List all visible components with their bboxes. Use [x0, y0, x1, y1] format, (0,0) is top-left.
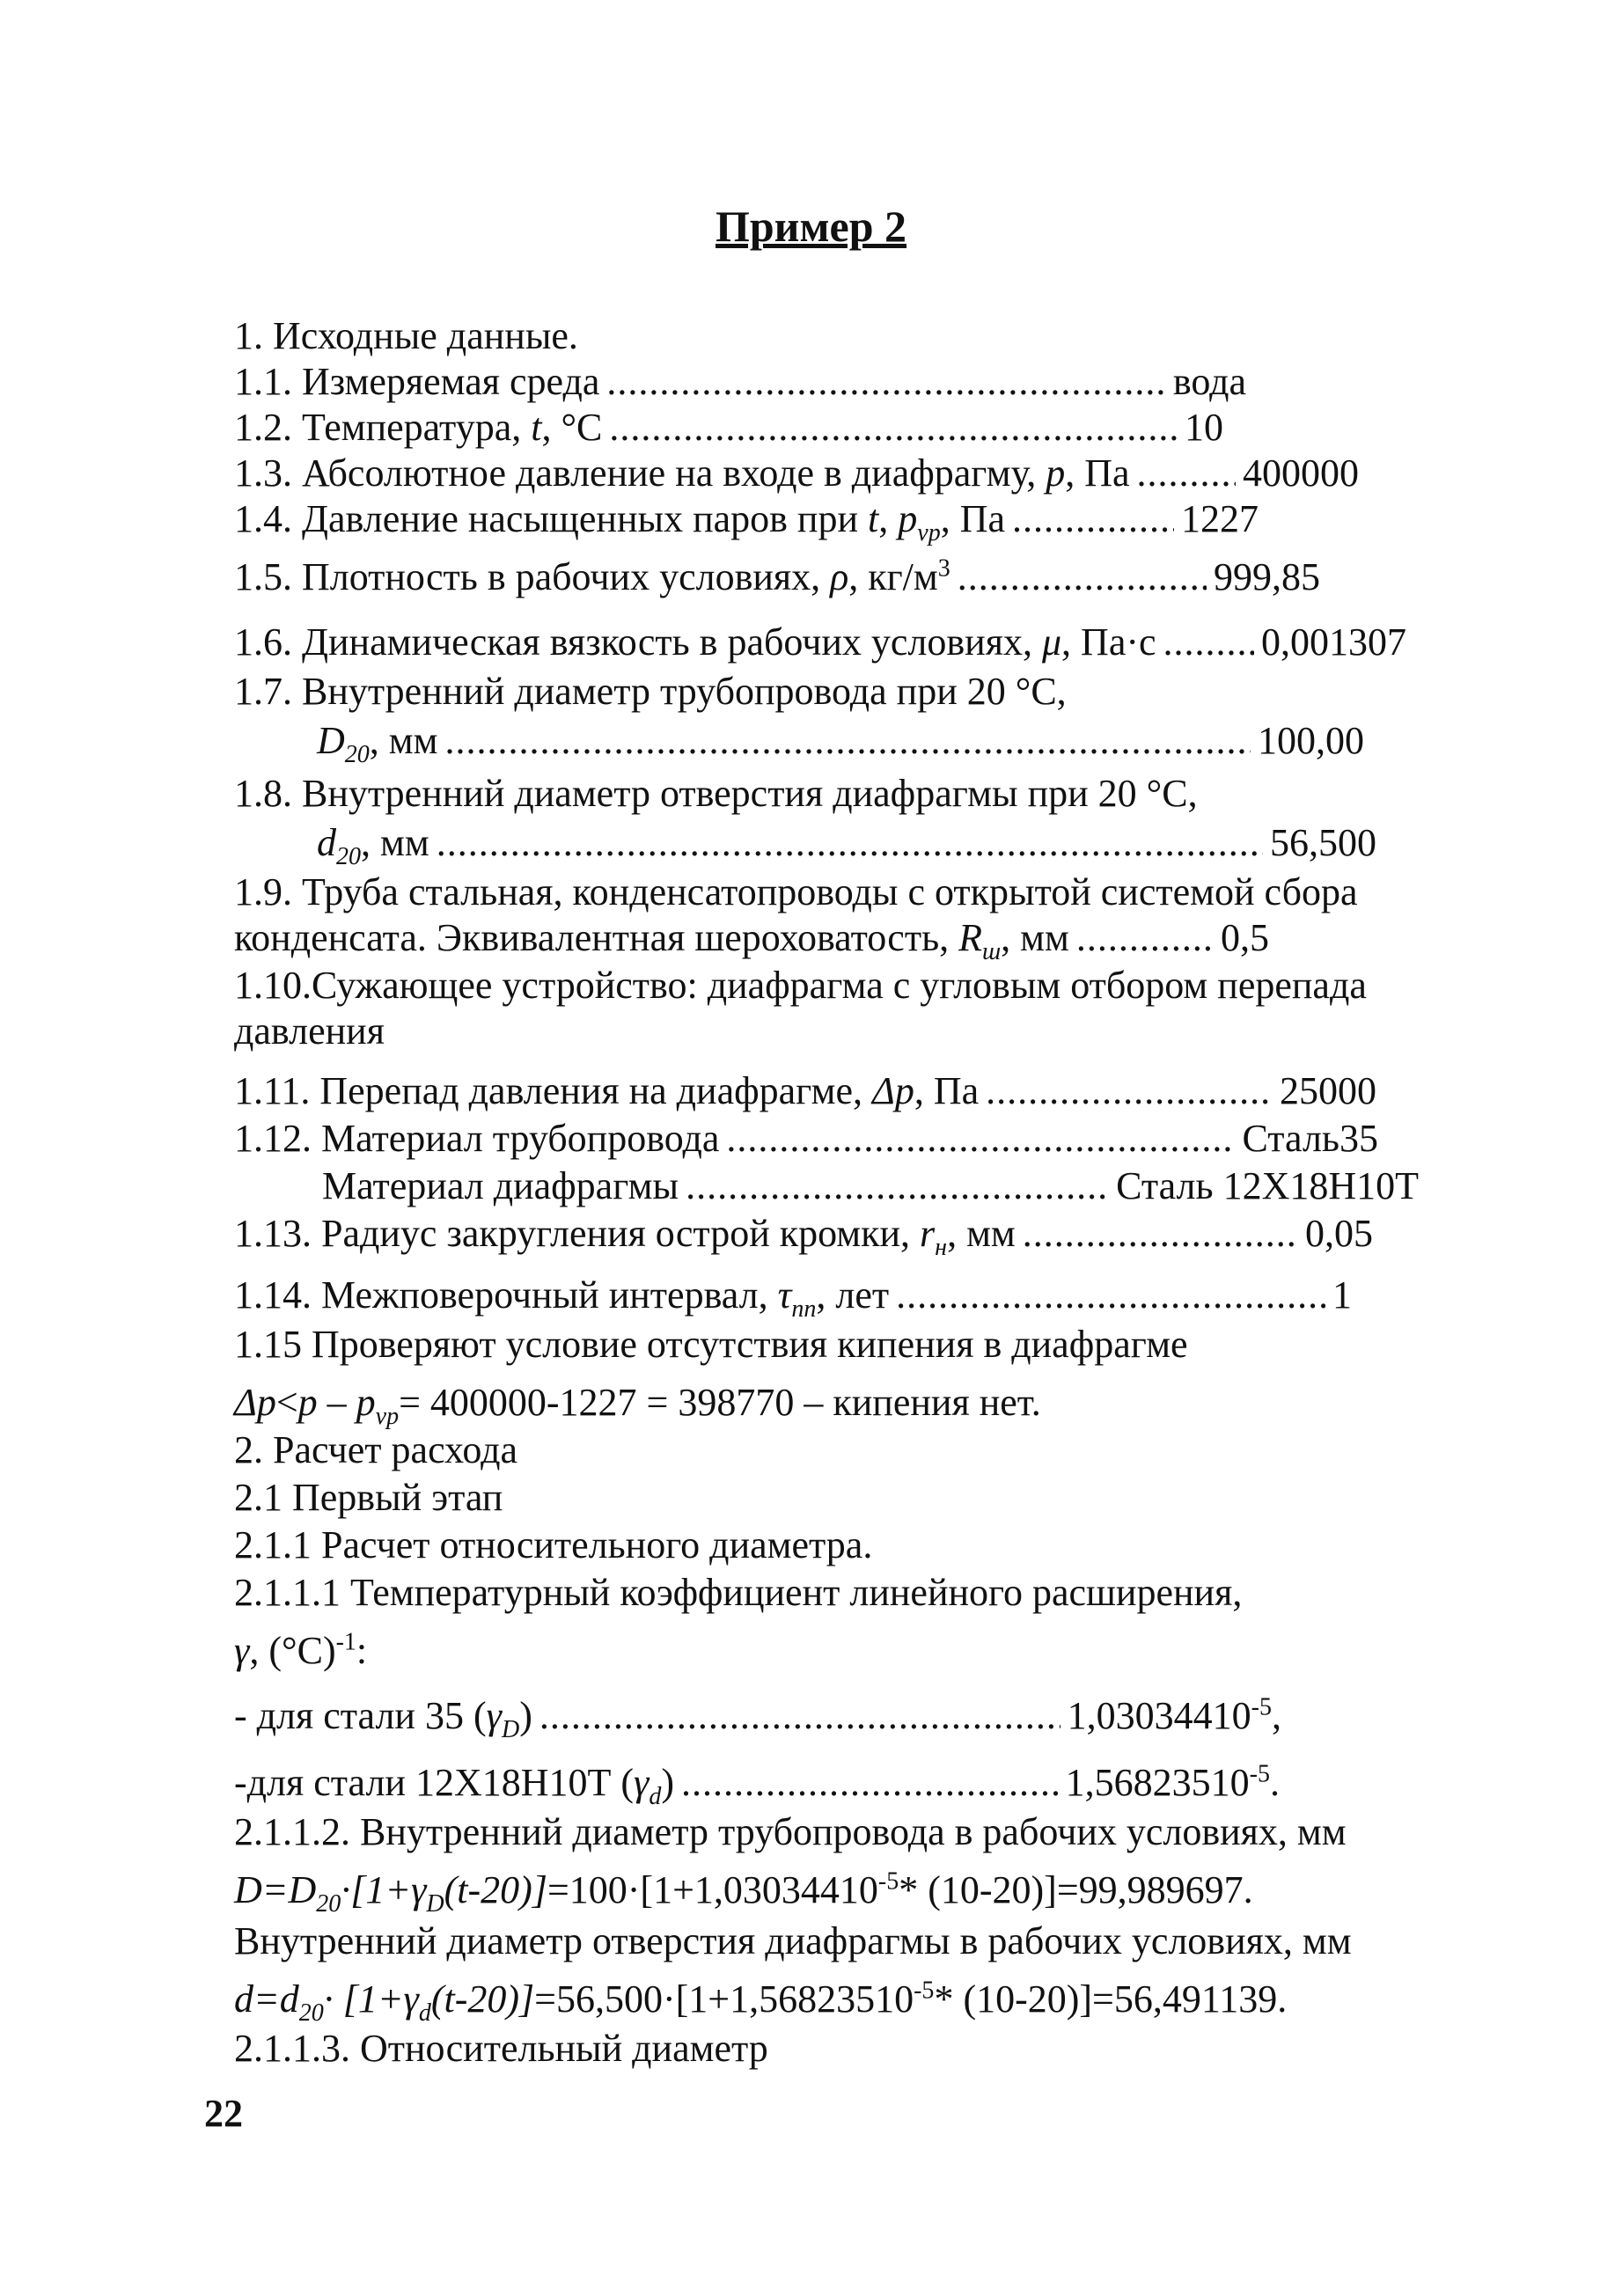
item-value: $1,03034410^{-5}$,: [1067, 1693, 1281, 1737]
item-label: 1.1. Измеряемая среда: [234, 360, 600, 403]
item-1-7-value: [317, 718, 1364, 768]
item-1-1: [234, 359, 1246, 405]
item-1-7: 1.7. Внутренний диаметр трубопровода при 20 °С,: [234, 670, 1067, 713]
item-label: 1.14. Межповерочный интервал, $\tau_{пп}$, лет: [234, 1273, 890, 1323]
item-value: 999,85: [1214, 555, 1320, 598]
item-1-10: 1.10.Сужающее устройство: диафрагма с угловым отбором перепада: [234, 964, 1367, 1007]
item-1-11: [234, 1068, 1376, 1114]
steel35-coefficient: [234, 1693, 1281, 1743]
item-1-8-value: [317, 820, 1376, 870]
boiling-condition: $\Delta p<p - p_{vp}= 400000-1227 = 398770$ – кипения нет.: [234, 1381, 1041, 1430]
item-label: 1.2. Температура, t, °С: [234, 406, 603, 449]
leader-dots: [1012, 496, 1174, 542]
section-2-1-1-1: 2.1.1.1 Температурный коэффициент линейного расширения,: [234, 1571, 1243, 1614]
item-label: - для стали 35 $(\gamma_D)$: [234, 1694, 532, 1743]
item-1-12: [234, 1116, 1378, 1162]
steel12-coefficient: [234, 1760, 1280, 1810]
leader-dots: [896, 1273, 1325, 1318]
item-label: Материал диафрагмы: [322, 1164, 679, 1207]
leader-dots: [539, 1693, 1061, 1739]
item-label: 1.11. Перепад давления на диафрагме, Δp, Па: [234, 1069, 980, 1112]
item-value: 1227: [1181, 497, 1259, 540]
leader-dots: [437, 820, 1263, 866]
inner-diaphragm-diameter-label: Внутренний диаметр отверстия диафрагмы в рабочих условиях, мм: [234, 1919, 1352, 1962]
leader-dots: [606, 359, 1165, 405]
item-value: 25000: [1280, 1069, 1376, 1112]
item-value: 10: [1185, 406, 1223, 449]
leader-dots: [726, 1116, 1235, 1162]
item-1-12-diaphragm: [322, 1163, 1419, 1209]
section-flow-calc: 2. Расчет расхода: [234, 1428, 517, 1471]
section-2-1-1-3: 2.1.1.3. Относительный диаметр: [234, 2027, 768, 2070]
item-value: 0,5: [1221, 916, 1269, 959]
section-2-1-1: 2.1.1 Расчет относительного диаметра.: [234, 1523, 873, 1566]
item-1-14: [234, 1273, 1352, 1323]
section-initial-data: 1. Исходные данные.: [234, 314, 578, 357]
leader-dots: [986, 1068, 1273, 1114]
page-title: Пример 2: [715, 202, 907, 251]
leader-dots: [1137, 451, 1236, 496]
formula-pipe-diameter: $D=D_{20}\cdot[1+\gamma_D(t-20)]=100\cdot[1+1,03034410^{-5}*$ (10-20)]=99,989697.: [234, 1867, 1253, 1918]
item-1-15: 1.15 Проверяют условие отсутствия кипения в диафрагме: [234, 1323, 1188, 1366]
item-label: $d_{20}$, мм: [317, 821, 429, 870]
item-label: 1.6. Динамическая вязкость в рабочих условиях, μ, Па·с: [234, 620, 1156, 664]
item-label: конденсата. Эквивалентная шероховатость, $R_ш$, мм: [234, 916, 1069, 965]
leader-dots: [1163, 620, 1254, 665]
item-value: 400000: [1243, 451, 1359, 495]
item-1-4: [234, 496, 1259, 546]
item-1-3: [234, 451, 1359, 496]
leader-dots: [1076, 915, 1214, 961]
page-number: 22: [204, 2092, 243, 2135]
leader-dots: [444, 718, 1251, 764]
item-1-9-cont: [234, 915, 1269, 965]
item-label: $D_{20}$, мм: [317, 719, 438, 768]
item-value: вода: [1172, 360, 1246, 403]
item-1-10-cont: давления: [234, 1009, 385, 1053]
item-1-8: 1.8. Внутренний диаметр отверстия диафрагмы при 20 °С,: [234, 772, 1198, 815]
item-label: 1.5. Плотность в рабочих условиях, ρ, $кг/м^3$: [234, 554, 950, 598]
item-1-2: [234, 405, 1223, 451]
item-1-13: [234, 1211, 1373, 1261]
section-2-1: 2.1 Первый этап: [234, 1476, 503, 1519]
section-2-1-1-2: 2.1.1.2. Внутренний диаметр трубопровода в рабочих условиях, мм: [234, 1810, 1347, 1853]
gamma-unit: γ, $(^\circ С)^{-1}$:: [234, 1628, 368, 1672]
formula-orifice-diameter: $d=d_{20}\cdot [1+\gamma_d(t-20)]=56,500\cdot[1+1,56823510^{-5}*$ (10-20)]=56,491139.: [234, 1977, 1288, 2027]
item-value: 0,001307: [1261, 620, 1406, 664]
item-value: 56,500: [1270, 821, 1376, 864]
item-value: Сталь35: [1242, 1117, 1378, 1160]
item-value: $1,56823510^{-5}$.: [1065, 1760, 1280, 1804]
leader-dots: [958, 554, 1207, 600]
leader-dots: [686, 1163, 1109, 1209]
item-1-5: [234, 554, 1320, 600]
item-value: 100,00: [1258, 719, 1364, 762]
item-label: 1.3. Абсолютное давление на входе в диафрагму, p, Па: [234, 451, 1130, 495]
leader-dots: [609, 405, 1178, 451]
item-value: Сталь 12Х18Н10Т: [1116, 1164, 1419, 1207]
item-label: 1.13. Радиус закругления острой кромки, $r_н$, мм: [234, 1212, 1016, 1261]
item-label: 1.12. Материал трубопровода: [234, 1117, 720, 1160]
item-label: 1.4. Давление насыщенных паров при t, $p_{vp}$, Па: [234, 497, 1006, 546]
item-value: 1: [1332, 1273, 1352, 1317]
item-1-6: [234, 620, 1406, 665]
leader-dots: [681, 1760, 1059, 1806]
item-label: -для стали 12Х18Н10Т $(\gamma_d)$: [234, 1761, 675, 1810]
item-value: 0,05: [1305, 1212, 1373, 1255]
leader-dots: [1023, 1211, 1298, 1257]
item-1-9: 1.9. Труба стальная, конденсатопроводы с открытой системой сбора: [234, 870, 1358, 913]
